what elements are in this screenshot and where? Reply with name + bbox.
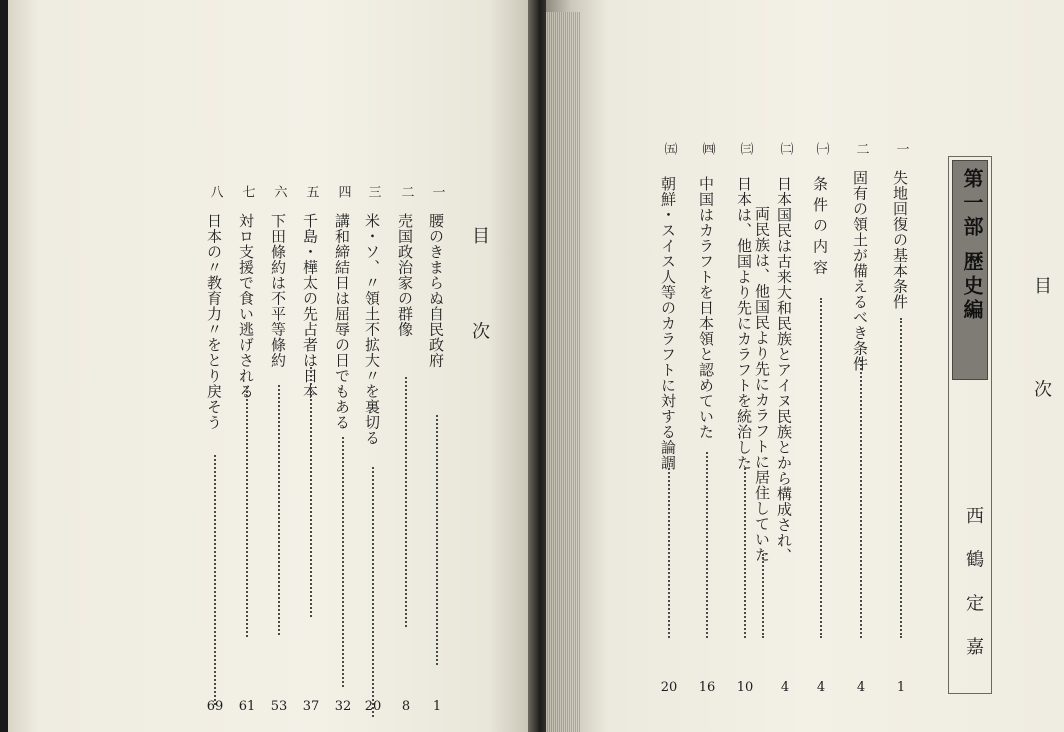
toc-entry-number: ㈣ — [699, 142, 715, 156]
toc-entry-number: 八 — [207, 185, 223, 199]
toc-entry-page: 10 — [736, 680, 754, 695]
toc-entry — [753, 142, 794, 702]
toc-entry-title: 固有の領土が備えるべき条件 — [851, 170, 869, 372]
toc-entry-page: 20 — [660, 680, 678, 695]
dot-leader — [405, 377, 407, 627]
toc-entry — [852, 142, 870, 702]
author-name: 西 鶴 定 嘉 — [963, 506, 984, 666]
toc-entry-number: ㈢ — [737, 142, 753, 156]
toc-entry — [238, 185, 256, 721]
toc-entry — [736, 142, 754, 702]
toc-entry-page: 37 — [302, 699, 320, 714]
toc-entry-page: 32 — [334, 699, 352, 714]
toc-entry-title: 失地回復の基本条件 — [891, 170, 909, 310]
toc-entry-page: 69 — [206, 699, 224, 714]
dot-leader — [214, 455, 216, 705]
toc-entry-title: 朝鮮・スイス人等のカラフトに対する論調 — [659, 176, 677, 471]
toc-entry-page: 61 — [238, 699, 256, 714]
dot-leader — [436, 415, 438, 665]
toc-entry-title: 中国はカラフトを日本領と認めていた — [697, 176, 715, 440]
toc-entry-title: 米・ソ、〃領土不拡大〃を裏切る — [363, 213, 381, 446]
toc-entry-number: 五 — [303, 185, 319, 199]
toc-entry-number: ㈡ — [777, 142, 793, 156]
toc-entry-title: 売国政治家の群像 — [396, 213, 414, 337]
dot-leader — [342, 437, 344, 687]
dot-leader — [668, 468, 670, 638]
toc-entry-number: 二 — [853, 142, 869, 156]
toc-entry — [698, 142, 716, 702]
toc-entry-title: 対ロ支援で食い逃げされる — [237, 213, 255, 399]
toc-entry-number: 七 — [239, 185, 255, 199]
toc-entry-title: 条 件 の 内 容 — [811, 176, 829, 275]
toc-entry-page: 4 — [816, 680, 826, 695]
toc-entry-page: 8 — [401, 699, 411, 714]
dot-leader — [860, 360, 862, 638]
toc-entry — [302, 185, 320, 721]
toc-entry-title: 下田條約は不平等條約 — [269, 213, 287, 368]
dot-leader — [372, 467, 374, 717]
toc-entry — [334, 185, 352, 721]
right-toc-heading: 目 次 — [1031, 276, 1052, 438]
dot-leader — [706, 452, 708, 638]
toc-entry-number: 六 — [271, 185, 287, 199]
toc-entry-title: 千島・樺太の先占者は日本 — [301, 213, 319, 399]
toc-entry-number: ㈤ — [661, 142, 677, 156]
toc-entry-number: 一 — [429, 185, 445, 199]
part-label: 第一部 歴史編 — [960, 168, 984, 323]
toc-entry — [892, 142, 910, 702]
dot-leader — [278, 385, 280, 635]
toc-entry-number: ㈠ — [813, 142, 829, 156]
toc-entry-number: 一 — [893, 142, 909, 156]
toc-entry-page: 53 — [270, 699, 288, 714]
dot-leader — [310, 367, 312, 617]
toc-entry-page: 1 — [432, 699, 442, 714]
toc-entry-page: 4 — [856, 680, 866, 695]
toc-entry-number: 二 — [398, 185, 414, 199]
dot-leader — [762, 554, 764, 638]
left-toc-heading: 目 次 — [469, 226, 490, 376]
book-gutter — [528, 0, 548, 732]
toc-entry — [397, 185, 415, 721]
dot-leader — [820, 298, 822, 638]
toc-entry — [428, 185, 446, 721]
toc-entry-title: 日本は、他国より先にカラフトを統治した — [735, 176, 753, 471]
toc-entry-title: 講和締結日は屈辱の日でもある — [333, 213, 351, 430]
toc-entry-page: 16 — [698, 680, 716, 695]
page-edges — [546, 12, 580, 732]
toc-entry — [206, 185, 224, 721]
dot-leader — [246, 387, 248, 637]
toc-entry — [812, 142, 830, 702]
toc-entry-title: 日本国民は古来大和民族とアイヌ民族とから構成され、 — [775, 176, 793, 564]
toc-entry-number: 三 — [365, 185, 381, 199]
toc-entry — [660, 142, 678, 702]
toc-entry — [270, 185, 288, 721]
toc-entry-page: 1 — [896, 680, 906, 695]
toc-entry-page: 20 — [364, 699, 382, 714]
toc-entry-number: 四 — [335, 185, 351, 199]
dot-leader — [900, 318, 902, 638]
toc-entry-title: 腰のきまらぬ自民政府 — [427, 213, 445, 368]
dot-leader — [744, 468, 746, 638]
toc-entry-page: 4 — [780, 680, 790, 695]
toc-entry-title-continued: 両民族は、他国民より先にカラフトに居住していた — [753, 206, 771, 563]
toc-entry-title: 日本の〃教育力〃をとり戻そう — [205, 213, 223, 430]
toc-entry — [364, 185, 382, 721]
